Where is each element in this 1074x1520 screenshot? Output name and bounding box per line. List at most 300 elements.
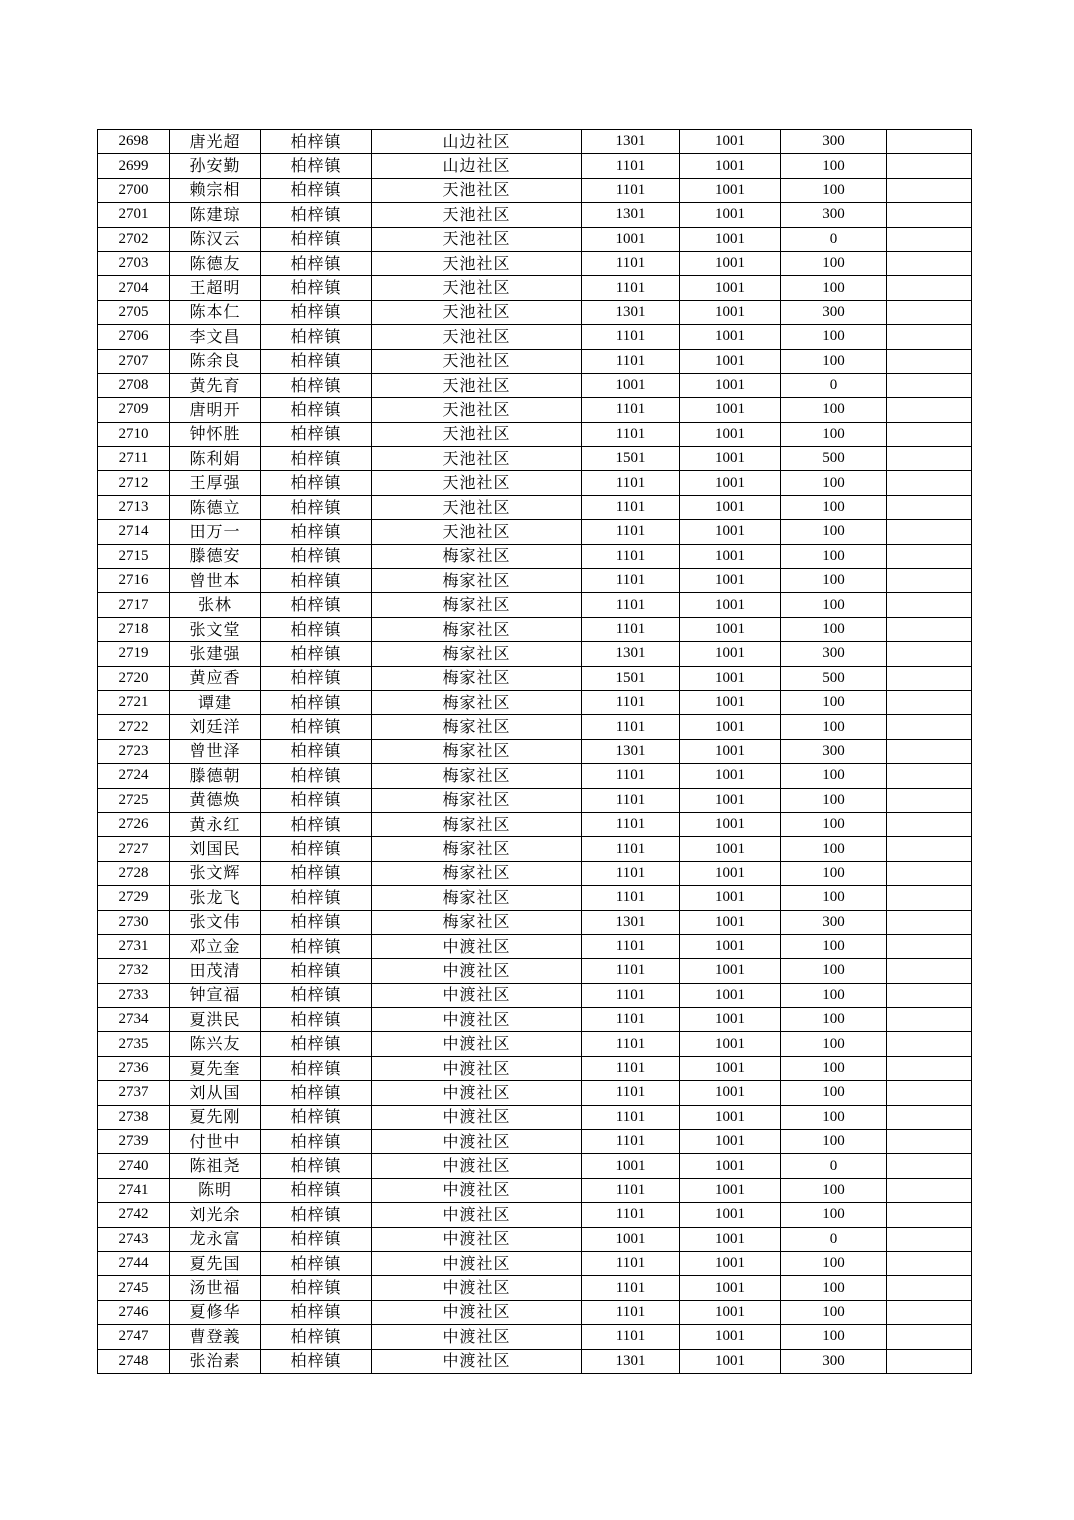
note-cell	[887, 154, 972, 178]
town-cell: 柏梓镇	[261, 130, 372, 154]
table-row	[98, 227, 972, 251]
table-row	[98, 471, 972, 495]
name-cell: 黄永红	[170, 812, 261, 836]
community-cell: 天池社区	[372, 325, 582, 349]
community-cell: 天池社区	[372, 422, 582, 446]
town-cell: 柏梓镇	[261, 520, 372, 544]
community-cell: 中渡社区	[372, 983, 582, 1007]
code-b-cell: 1001	[680, 1276, 781, 1300]
note-cell	[887, 690, 972, 714]
code-a-cell: 1301	[582, 300, 680, 324]
table-row	[98, 983, 972, 1007]
code-a-cell: 1301	[582, 130, 680, 154]
community-cell: 天池社区	[372, 447, 582, 471]
amount-cell: 100	[781, 520, 887, 544]
town-cell: 柏梓镇	[261, 544, 372, 568]
code-b-cell: 1001	[680, 520, 781, 544]
serial-cell: 2740	[98, 1154, 170, 1178]
amount-cell: 100	[781, 495, 887, 519]
community-cell: 中渡社区	[372, 1105, 582, 1129]
code-b-cell: 1001	[680, 373, 781, 397]
code-a-cell: 1001	[582, 373, 680, 397]
code-a-cell: 1301	[582, 739, 680, 763]
serial-cell: 2724	[98, 764, 170, 788]
serial-cell: 2720	[98, 666, 170, 690]
name-cell: 田万一	[170, 520, 261, 544]
town-cell: 柏梓镇	[261, 373, 372, 397]
code-a-cell: 1101	[582, 1178, 680, 1202]
community-cell: 天池社区	[372, 349, 582, 373]
amount-cell: 0	[781, 1154, 887, 1178]
amount-cell: 100	[781, 251, 887, 275]
table-row	[98, 154, 972, 178]
note-cell	[887, 1154, 972, 1178]
code-a-cell: 1101	[582, 812, 680, 836]
town-cell: 柏梓镇	[261, 1203, 372, 1227]
note-cell	[887, 1276, 972, 1300]
name-cell: 唐明开	[170, 398, 261, 422]
code-a-cell: 1101	[582, 1276, 680, 1300]
community-cell: 天池社区	[372, 471, 582, 495]
town-cell: 柏梓镇	[261, 1300, 372, 1324]
serial-cell: 2719	[98, 642, 170, 666]
town-cell: 柏梓镇	[261, 910, 372, 934]
community-cell: 中渡社区	[372, 1325, 582, 1349]
table-row	[98, 130, 972, 154]
town-cell: 柏梓镇	[261, 812, 372, 836]
name-cell: 张龙飞	[170, 886, 261, 910]
community-cell: 梅家社区	[372, 861, 582, 885]
name-cell: 张林	[170, 593, 261, 617]
code-a-cell: 1501	[582, 447, 680, 471]
serial-cell: 2722	[98, 715, 170, 739]
community-cell: 中渡社区	[372, 1349, 582, 1373]
town-cell: 柏梓镇	[261, 593, 372, 617]
town-cell: 柏梓镇	[261, 1276, 372, 1300]
community-cell: 天池社区	[372, 300, 582, 324]
amount-cell: 100	[781, 690, 887, 714]
code-a-cell: 1301	[582, 1349, 680, 1373]
table-row	[98, 1105, 972, 1129]
serial-cell: 2699	[98, 154, 170, 178]
amount-cell: 100	[781, 154, 887, 178]
code-b-cell: 1001	[680, 349, 781, 373]
table-row	[98, 764, 972, 788]
name-cell: 黄应香	[170, 666, 261, 690]
name-cell: 龙永富	[170, 1227, 261, 1251]
note-cell	[887, 934, 972, 958]
town-cell: 柏梓镇	[261, 983, 372, 1007]
table-row	[98, 398, 972, 422]
town-cell: 柏梓镇	[261, 569, 372, 593]
town-cell: 柏梓镇	[261, 886, 372, 910]
town-cell: 柏梓镇	[261, 203, 372, 227]
table-row	[98, 1130, 972, 1154]
code-a-cell: 1101	[582, 251, 680, 275]
note-cell	[887, 178, 972, 202]
table-row	[98, 788, 972, 812]
code-b-cell: 1001	[680, 690, 781, 714]
note-cell	[887, 666, 972, 690]
code-a-cell: 1101	[582, 544, 680, 568]
community-cell: 中渡社区	[372, 1056, 582, 1080]
serial-cell: 2710	[98, 422, 170, 446]
code-a-cell: 1101	[582, 1081, 680, 1105]
amount-cell: 100	[781, 325, 887, 349]
amount-cell: 100	[781, 276, 887, 300]
code-b-cell: 1001	[680, 812, 781, 836]
name-cell: 钟怀胜	[170, 422, 261, 446]
serial-cell: 2732	[98, 959, 170, 983]
amount-cell: 300	[781, 739, 887, 763]
community-cell: 山边社区	[372, 154, 582, 178]
serial-cell: 2729	[98, 886, 170, 910]
name-cell: 赖宗相	[170, 178, 261, 202]
town-cell: 柏梓镇	[261, 959, 372, 983]
town-cell: 柏梓镇	[261, 495, 372, 519]
code-a-cell: 1101	[582, 690, 680, 714]
community-cell: 梅家社区	[372, 837, 582, 861]
amount-cell: 100	[781, 471, 887, 495]
table-row	[98, 812, 972, 836]
note-cell	[887, 910, 972, 934]
code-b-cell: 1001	[680, 715, 781, 739]
name-cell: 张文辉	[170, 861, 261, 885]
code-b-cell: 1001	[680, 398, 781, 422]
note-cell	[887, 1008, 972, 1032]
town-cell: 柏梓镇	[261, 1325, 372, 1349]
amount-cell: 300	[781, 130, 887, 154]
table-row	[98, 959, 972, 983]
serial-cell: 2705	[98, 300, 170, 324]
code-b-cell: 1001	[680, 1325, 781, 1349]
code-a-cell: 1101	[582, 422, 680, 446]
serial-cell: 2712	[98, 471, 170, 495]
town-cell: 柏梓镇	[261, 788, 372, 812]
community-cell: 中渡社区	[372, 1300, 582, 1324]
code-b-cell: 1001	[680, 544, 781, 568]
town-cell: 柏梓镇	[261, 1056, 372, 1080]
community-cell: 天池社区	[372, 398, 582, 422]
amount-cell: 100	[781, 886, 887, 910]
community-cell: 梅家社区	[372, 739, 582, 763]
name-cell: 夏洪民	[170, 1008, 261, 1032]
serial-cell: 2728	[98, 861, 170, 885]
note-cell	[887, 1032, 972, 1056]
name-cell: 唐光超	[170, 130, 261, 154]
name-cell: 田茂清	[170, 959, 261, 983]
name-cell: 刘廷洋	[170, 715, 261, 739]
table-row	[98, 886, 972, 910]
name-cell: 张治素	[170, 1349, 261, 1373]
community-cell: 中渡社区	[372, 1203, 582, 1227]
code-a-cell: 1301	[582, 642, 680, 666]
code-b-cell: 1001	[680, 1032, 781, 1056]
code-a-cell: 1101	[582, 837, 680, 861]
code-a-cell: 1101	[582, 593, 680, 617]
name-cell: 黄德焕	[170, 788, 261, 812]
name-cell: 刘从国	[170, 1081, 261, 1105]
name-cell: 曾世泽	[170, 739, 261, 763]
table-row	[98, 349, 972, 373]
amount-cell: 300	[781, 1349, 887, 1373]
serial-cell: 2744	[98, 1251, 170, 1275]
table-row	[98, 666, 972, 690]
serial-cell: 2726	[98, 812, 170, 836]
amount-cell: 100	[781, 1032, 887, 1056]
town-cell: 柏梓镇	[261, 398, 372, 422]
name-cell: 夏先国	[170, 1251, 261, 1275]
note-cell	[887, 1081, 972, 1105]
note-cell	[887, 227, 972, 251]
town-cell: 柏梓镇	[261, 227, 372, 251]
table-row	[98, 1325, 972, 1349]
amount-cell: 100	[781, 178, 887, 202]
town-cell: 柏梓镇	[261, 178, 372, 202]
code-b-cell: 1001	[680, 934, 781, 958]
serial-cell: 2711	[98, 447, 170, 471]
community-cell: 梅家社区	[372, 910, 582, 934]
town-cell: 柏梓镇	[261, 422, 372, 446]
code-b-cell: 1001	[680, 1203, 781, 1227]
table-row	[98, 1032, 972, 1056]
table-row	[98, 1227, 972, 1251]
amount-cell: 100	[781, 349, 887, 373]
table-row	[98, 422, 972, 446]
community-cell: 梅家社区	[372, 788, 582, 812]
code-a-cell: 1101	[582, 154, 680, 178]
amount-cell: 500	[781, 447, 887, 471]
table-row	[98, 1081, 972, 1105]
code-a-cell: 1101	[582, 886, 680, 910]
serial-cell: 2715	[98, 544, 170, 568]
serial-cell: 2707	[98, 349, 170, 373]
note-cell	[887, 617, 972, 641]
community-cell: 山边社区	[372, 130, 582, 154]
note-cell	[887, 325, 972, 349]
table-row	[98, 1276, 972, 1300]
note-cell	[887, 1300, 972, 1324]
community-cell: 梅家社区	[372, 886, 582, 910]
note-cell	[887, 861, 972, 885]
name-cell: 陈德友	[170, 251, 261, 275]
note-cell	[887, 886, 972, 910]
town-cell: 柏梓镇	[261, 1227, 372, 1251]
community-cell: 梅家社区	[372, 812, 582, 836]
note-cell	[887, 495, 972, 519]
name-cell: 陈本仁	[170, 300, 261, 324]
amount-cell: 0	[781, 1227, 887, 1251]
table-row	[98, 1203, 972, 1227]
community-cell: 梅家社区	[372, 764, 582, 788]
community-cell: 梅家社区	[372, 666, 582, 690]
serial-cell: 2738	[98, 1105, 170, 1129]
community-cell: 中渡社区	[372, 934, 582, 958]
amount-cell: 100	[781, 1081, 887, 1105]
town-cell: 柏梓镇	[261, 251, 372, 275]
town-cell: 柏梓镇	[261, 861, 372, 885]
note-cell	[887, 373, 972, 397]
town-cell: 柏梓镇	[261, 1081, 372, 1105]
community-cell: 梅家社区	[372, 544, 582, 568]
serial-cell: 2735	[98, 1032, 170, 1056]
note-cell	[887, 569, 972, 593]
serial-cell: 2746	[98, 1300, 170, 1324]
code-a-cell: 1101	[582, 349, 680, 373]
community-cell: 中渡社区	[372, 1276, 582, 1300]
amount-cell: 100	[781, 788, 887, 812]
code-a-cell: 1101	[582, 861, 680, 885]
name-cell: 谭建	[170, 690, 261, 714]
code-a-cell: 1101	[582, 276, 680, 300]
town-cell: 柏梓镇	[261, 1349, 372, 1373]
serial-cell: 2713	[98, 495, 170, 519]
code-a-cell: 1101	[582, 1300, 680, 1324]
name-cell: 陈汉云	[170, 227, 261, 251]
amount-cell: 100	[781, 812, 887, 836]
name-cell: 陈祖尧	[170, 1154, 261, 1178]
code-b-cell: 1001	[680, 203, 781, 227]
town-cell: 柏梓镇	[261, 837, 372, 861]
note-cell	[887, 959, 972, 983]
name-cell: 付世中	[170, 1130, 261, 1154]
code-b-cell: 1001	[680, 178, 781, 202]
code-b-cell: 1001	[680, 764, 781, 788]
community-cell: 天池社区	[372, 276, 582, 300]
note-cell	[887, 1105, 972, 1129]
name-cell: 邓立金	[170, 934, 261, 958]
table-row	[98, 837, 972, 861]
amount-cell: 100	[781, 1178, 887, 1202]
table-row	[98, 593, 972, 617]
note-cell	[887, 812, 972, 836]
community-cell: 中渡社区	[372, 1178, 582, 1202]
table-row	[98, 739, 972, 763]
town-cell: 柏梓镇	[261, 1251, 372, 1275]
table-row	[98, 251, 972, 275]
code-a-cell: 1101	[582, 178, 680, 202]
serial-cell: 2721	[98, 690, 170, 714]
name-cell: 孙安勤	[170, 154, 261, 178]
town-cell: 柏梓镇	[261, 471, 372, 495]
code-b-cell: 1001	[680, 154, 781, 178]
amount-cell: 100	[781, 1130, 887, 1154]
amount-cell: 100	[781, 1276, 887, 1300]
table-row	[98, 495, 972, 519]
amount-cell: 100	[781, 1105, 887, 1129]
amount-cell: 100	[781, 983, 887, 1007]
code-b-cell: 1001	[680, 251, 781, 275]
name-cell: 王厚强	[170, 471, 261, 495]
amount-cell: 300	[781, 300, 887, 324]
code-b-cell: 1001	[680, 788, 781, 812]
code-a-cell: 1501	[582, 666, 680, 690]
serial-cell: 2698	[98, 130, 170, 154]
note-cell	[887, 739, 972, 763]
amount-cell: 300	[781, 203, 887, 227]
amount-cell: 300	[781, 642, 887, 666]
note-cell	[887, 1178, 972, 1202]
code-b-cell: 1001	[680, 1081, 781, 1105]
community-cell: 天池社区	[372, 495, 582, 519]
note-cell	[887, 520, 972, 544]
serial-cell: 2737	[98, 1081, 170, 1105]
name-cell: 张文伟	[170, 910, 261, 934]
code-a-cell: 1001	[582, 1227, 680, 1251]
serial-cell: 2745	[98, 1276, 170, 1300]
table-row	[98, 373, 972, 397]
amount-cell: 100	[781, 1251, 887, 1275]
serial-cell: 2743	[98, 1227, 170, 1251]
serial-cell: 2731	[98, 934, 170, 958]
code-a-cell: 1101	[582, 715, 680, 739]
code-b-cell: 1001	[680, 495, 781, 519]
roster-body	[98, 130, 972, 1374]
note-cell	[887, 130, 972, 154]
table-row	[98, 520, 972, 544]
table-row	[98, 1178, 972, 1202]
note-cell	[887, 276, 972, 300]
code-a-cell: 1101	[582, 1130, 680, 1154]
note-cell	[887, 1325, 972, 1349]
amount-cell: 100	[781, 617, 887, 641]
amount-cell: 100	[781, 1203, 887, 1227]
code-a-cell: 1101	[582, 398, 680, 422]
code-a-cell: 1101	[582, 617, 680, 641]
serial-cell: 2747	[98, 1325, 170, 1349]
note-cell	[887, 983, 972, 1007]
note-cell	[887, 837, 972, 861]
table-row	[98, 276, 972, 300]
town-cell: 柏梓镇	[261, 1105, 372, 1129]
code-b-cell: 1001	[680, 1154, 781, 1178]
serial-cell: 2708	[98, 373, 170, 397]
code-a-cell: 1101	[582, 325, 680, 349]
code-a-cell: 1101	[582, 471, 680, 495]
community-cell: 中渡社区	[372, 1251, 582, 1275]
code-a-cell: 1101	[582, 520, 680, 544]
note-cell	[887, 593, 972, 617]
amount-cell: 100	[781, 934, 887, 958]
serial-cell: 2709	[98, 398, 170, 422]
amount-cell: 100	[781, 593, 887, 617]
note-cell	[887, 471, 972, 495]
serial-cell: 2700	[98, 178, 170, 202]
community-cell: 梅家社区	[372, 715, 582, 739]
code-a-cell: 1001	[582, 227, 680, 251]
amount-cell: 100	[781, 764, 887, 788]
code-a-cell: 1101	[582, 1105, 680, 1129]
name-cell: 李文昌	[170, 325, 261, 349]
note-cell	[887, 300, 972, 324]
serial-cell: 2736	[98, 1056, 170, 1080]
serial-cell: 2742	[98, 1203, 170, 1227]
note-cell	[887, 642, 972, 666]
community-cell: 中渡社区	[372, 1130, 582, 1154]
table-row	[98, 178, 972, 202]
town-cell: 柏梓镇	[261, 642, 372, 666]
code-a-cell: 1101	[582, 1251, 680, 1275]
amount-cell: 0	[781, 373, 887, 397]
community-cell: 梅家社区	[372, 569, 582, 593]
code-a-cell: 1001	[582, 1154, 680, 1178]
name-cell: 黄先育	[170, 373, 261, 397]
note-cell	[887, 1130, 972, 1154]
note-cell	[887, 447, 972, 471]
table-row	[98, 203, 972, 227]
name-cell: 张建强	[170, 642, 261, 666]
name-cell: 陈明	[170, 1178, 261, 1202]
